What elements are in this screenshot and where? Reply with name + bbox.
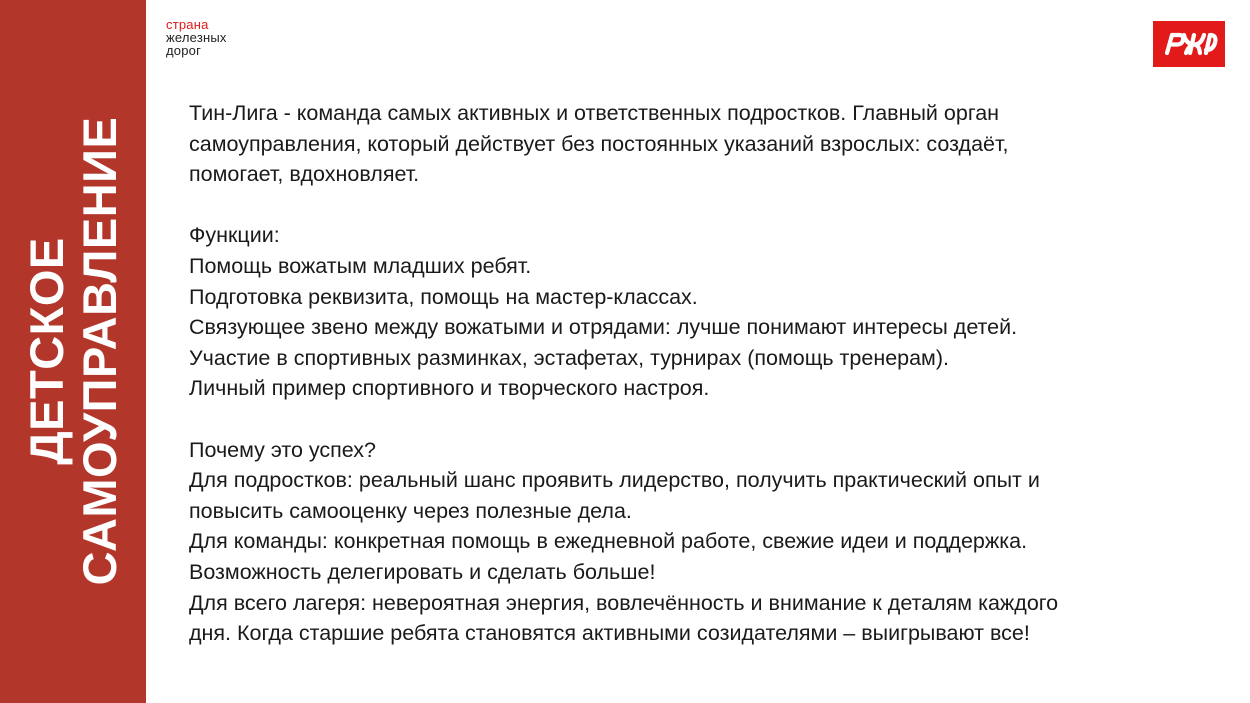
rzd-logo — [1153, 21, 1225, 67]
intro-line: самоуправления, который действует без постоянных указаний взрослых: создаёт, — [189, 131, 1009, 156]
success-heading: Почему это успех? — [189, 437, 376, 462]
slide-title-line-1: ДЕТСКОЕ — [20, 237, 73, 465]
intro-line: Тин-Лига - команда самых активных и ответственных подростков. Главный орган — [189, 101, 1000, 125]
paragraph-spacer — [189, 404, 1244, 435]
function-item: Связующее звено между вожатыми и отрядами: лучше понимают интересы детей. — [189, 315, 1018, 340]
function-item: Подготовка реквизита, помощь на мастер-классах. — [189, 284, 698, 309]
rzd-logo-icon — [1153, 21, 1225, 67]
success-line: Для подростков: реальный шанс проявить лидерство, получить практический опыт и — [189, 468, 1040, 493]
function-item: Личный пример спортивного и творческого настроя. — [189, 376, 710, 401]
function-item: Участие в спортивных разминках, эстафетах, турнирах (помощь тренерам). — [189, 345, 949, 370]
intro-line: помогает, вдохновляет. — [189, 162, 420, 187]
slide-title — [20, 71, 126, 631]
side-band — [0, 0, 146, 703]
success-line: Возможность делегировать и сделать больше! — [189, 559, 656, 584]
success-line: повысить самооценку через полезные дела. — [189, 498, 632, 523]
success-line: Для команды: конкретная помощь в ежедневной работе, свежие идеи и поддержка. — [189, 529, 1028, 554]
brand-line-3: дорог — [166, 43, 202, 58]
success-line: дня. Когда старшие ребята становятся активными созидателями – выигрывают все! — [189, 621, 1030, 646]
brand-line-2: железных — [166, 30, 227, 45]
success-line: Для всего лагеря: невероятная энергия, вовлечённость и внимание к деталям каждого — [189, 590, 1059, 615]
functions-heading: Функции: — [189, 223, 280, 248]
slide-title-line-2: САМОУПРАВЛЕНИЕ — [73, 116, 126, 586]
brand-wordmark — [166, 18, 227, 57]
brand-line-1: страна — [166, 17, 209, 32]
function-item: Помощь вожатым младших ребят. — [189, 253, 532, 278]
slide-body — [189, 98, 1244, 649]
paragraph-spacer — [189, 190, 1244, 221]
